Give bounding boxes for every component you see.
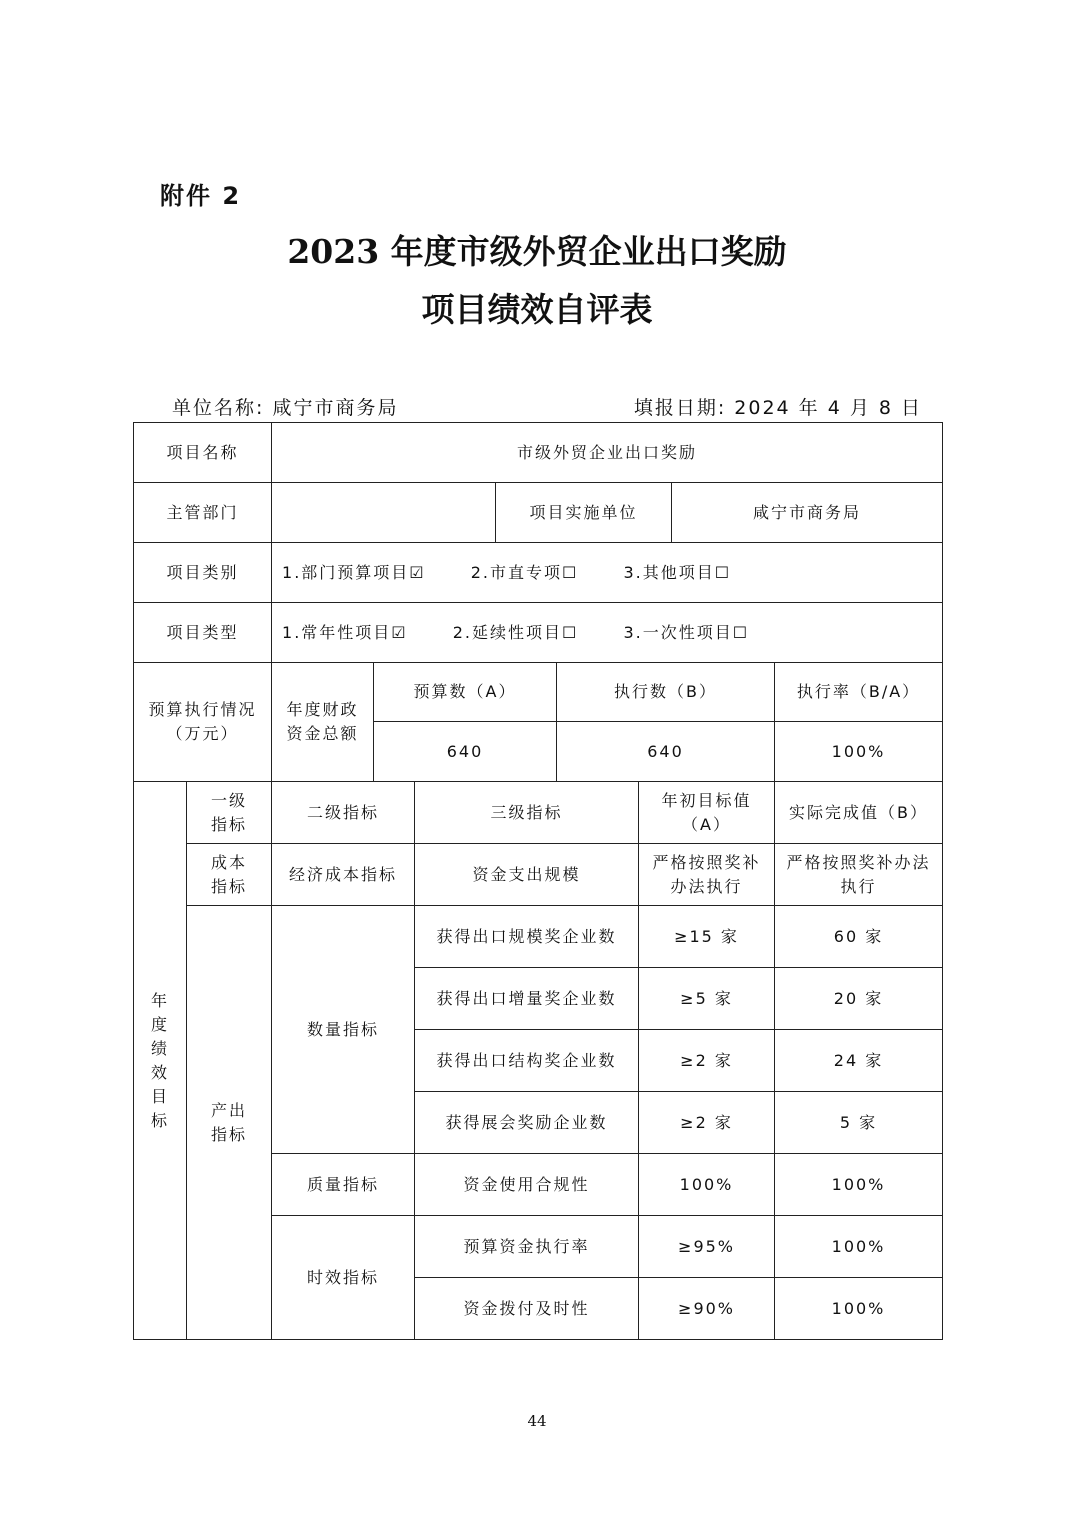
head-target: [639, 782, 775, 844]
actual-cell: 100%: [775, 1154, 943, 1216]
side-char: 标: [150, 1110, 169, 1130]
head-actual: 实际完成值（B）: [775, 782, 943, 844]
table-row: [134, 906, 943, 968]
cost-target: [639, 844, 775, 906]
table-row: [134, 844, 943, 906]
side-char: 年: [150, 990, 169, 1010]
actual-cell: 20 家: [775, 968, 943, 1030]
page-number: 44: [527, 1412, 547, 1430]
metric-cell: 获得出口结构奖企业数: [415, 1030, 639, 1092]
fund-total-line: 资金总额: [286, 724, 359, 743]
metric-cell: 获得展会奖励企业数: [415, 1092, 639, 1154]
page-subtitle: 项目绩效自评表: [421, 290, 653, 329]
metric-cell: 获得出口规模奖企业数: [415, 906, 639, 968]
category-options: [272, 543, 943, 603]
dept-label: 主管部门: [134, 483, 272, 543]
impl-unit-value: 咸宁市商务局: [672, 483, 943, 543]
budget-label: [134, 663, 272, 782]
cost-level1-line: 成本: [211, 852, 248, 872]
date-value: 2024 年 4 月 8 日: [734, 397, 922, 419]
fund-total-label: [272, 663, 374, 782]
category-label: 项目类别: [134, 543, 272, 603]
table-row: [134, 543, 943, 603]
fund-total-line: 年度财政: [286, 700, 359, 719]
target-cell: ≥95%: [639, 1216, 775, 1278]
quality-label: 质量指标: [272, 1154, 415, 1216]
dept-value: [272, 483, 496, 543]
unit-info: [172, 393, 398, 420]
metric-cell: 预算资金执行率: [415, 1216, 639, 1278]
budget-col-b: 执行数（B）: [557, 663, 775, 722]
head-level3: 三级指标: [415, 782, 639, 844]
cost-level1: [187, 844, 272, 906]
attachment-label: 附件 2: [160, 182, 242, 210]
target-cell: ≥2 家: [639, 1030, 775, 1092]
head-level1-line: 一级: [211, 790, 248, 810]
cost-target-line: 办法执行: [670, 876, 743, 896]
head-level1-line: 指标: [211, 814, 248, 834]
budget-label-line: （万元）: [166, 724, 239, 743]
target-cell: 100%: [639, 1154, 775, 1216]
metric-cell: 获得出口增量奖企业数: [415, 968, 639, 1030]
actual-cell: 60 家: [775, 906, 943, 968]
table-row: [134, 483, 943, 543]
budget-val-b: 640: [557, 722, 775, 782]
side-char: 度: [150, 1014, 169, 1034]
budget-col-rate: 执行率（B/A）: [775, 663, 943, 722]
side-char: 目: [150, 1086, 169, 1106]
cost-level3: 资金支出规模: [415, 844, 639, 906]
target-cell: ≥90%: [639, 1278, 775, 1340]
side-char: 效: [150, 1062, 169, 1082]
cost-target-line: 严格按照奖补: [652, 852, 761, 872]
type-option: 1.常年性项目☑: [282, 622, 408, 642]
budget-col-a: 预算数（A）: [374, 663, 557, 722]
quantity-label: 数量指标: [272, 906, 415, 1154]
metric-cell: 资金拨付及时性: [415, 1278, 639, 1340]
type-label: 项目类型: [134, 603, 272, 663]
side-char: 绩: [150, 1038, 169, 1058]
type-option: 3.一次性项目☐: [623, 622, 750, 642]
cost-actual-line: 执行: [840, 876, 877, 896]
actual-cell: 24 家: [775, 1030, 943, 1092]
target-cell: ≥2 家: [639, 1092, 775, 1154]
table-row: [134, 603, 943, 663]
cost-level2: 经济成本指标: [272, 844, 415, 906]
actual-cell: 100%: [775, 1278, 943, 1340]
type-option: 2.延续性项目☐: [452, 622, 579, 642]
head-level2: 二级指标: [272, 782, 415, 844]
cost-level1-line: 指标: [211, 876, 248, 896]
unit-label: 单位名称:: [172, 397, 265, 419]
project-name-value: 市级外贸企业出口奖励: [272, 423, 943, 483]
actual-cell: 5 家: [775, 1092, 943, 1154]
output-level1-line: 产出: [211, 1100, 248, 1120]
unit-value: 咸宁市商务局: [272, 397, 399, 419]
cost-actual: [775, 844, 943, 906]
output-level1-line: 指标: [211, 1124, 248, 1144]
head-target-line: （A）: [682, 814, 731, 834]
category-option: 2.市直专项☐: [470, 562, 579, 582]
budget-val-rate: 100%: [775, 722, 943, 782]
performance-side-label: [134, 782, 187, 1340]
date-label: 填报日期:: [633, 397, 727, 419]
impl-unit-label: 项目实施单位: [496, 483, 672, 543]
target-cell: ≥5 家: [639, 968, 775, 1030]
metric-cell: 资金使用合规性: [415, 1154, 639, 1216]
table-row: [134, 782, 943, 844]
target-cell: ≥15 家: [639, 906, 775, 968]
head-target-line: 年初目标值: [661, 790, 752, 810]
timeliness-label: 时效指标: [272, 1216, 415, 1340]
head-level1: [187, 782, 272, 844]
date-info: [634, 393, 922, 420]
project-name-label: 项目名称: [134, 423, 272, 483]
actual-cell: 100%: [775, 1216, 943, 1278]
category-option: 3.其他项目☐: [623, 562, 732, 582]
cost-actual-line: 严格按照奖补办法: [786, 852, 931, 872]
budget-val-a: 640: [374, 722, 557, 782]
type-options: [272, 603, 943, 663]
table-row: [134, 423, 943, 483]
category-option: 1.部门预算项目☑: [282, 562, 426, 582]
page-title: 2023 年度市级外贸企业出口奖励: [287, 232, 787, 271]
table-row: [134, 663, 943, 722]
budget-label-line: 预算执行情况: [148, 700, 257, 719]
output-level1: [187, 906, 272, 1340]
performance-table: [133, 422, 943, 1340]
